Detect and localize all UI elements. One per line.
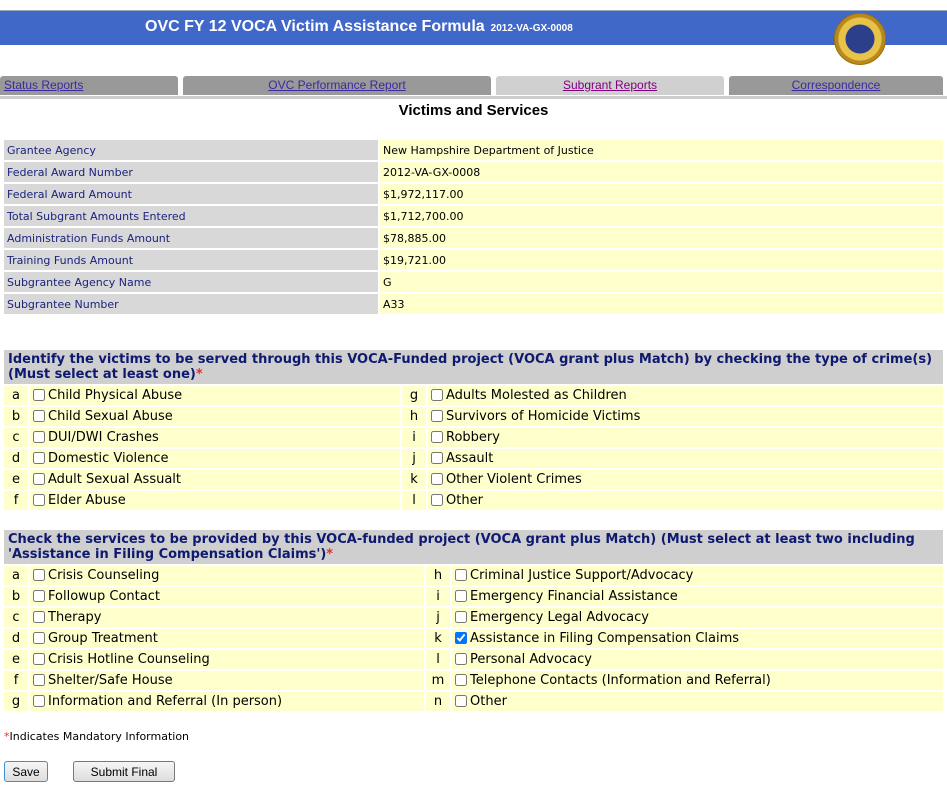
info-label: Subgrantee Agency Name [4,272,378,292]
info-value: New Hampshire Department of Justice [380,140,943,160]
info-label: Federal Award Amount [4,184,378,204]
checkbox-label: Survivors of Homicide Victims [446,409,641,424]
checkbox-item[interactable] [452,629,943,648]
checkbox-label: Elder Abuse [48,493,126,508]
tab-link[interactable]: Subgrant Reports [562,78,658,92]
checkbox-item[interactable] [30,407,400,426]
checkbox-row [4,629,943,648]
item-letter: l [426,650,450,669]
checkbox-label: DUI/DWI Crashes [48,430,159,445]
checkbox[interactable] [455,590,467,602]
checkbox[interactable] [33,611,45,623]
item-letter: j [402,449,426,468]
checkbox-label: Assault [446,451,494,466]
item-letter: g [402,386,426,405]
checkbox-item[interactable] [452,650,943,669]
checkbox-label: Therapy [48,610,102,625]
checkbox-label: Adult Sexual Assualt [48,472,182,487]
tab-ovc-performance-report[interactable] [183,76,491,95]
checkbox-item[interactable] [428,407,943,426]
checkbox-row [4,671,943,690]
item-letter: c [4,608,28,627]
item-letter: f [4,671,28,690]
checkbox-item[interactable] [428,428,943,447]
info-value: A33 [380,294,943,314]
checkbox[interactable] [455,632,467,644]
submit-final-button[interactable]: Submit Final [73,761,175,782]
checkbox-label: Domestic Violence [48,451,169,466]
checkbox[interactable] [455,569,467,581]
checkbox-item[interactable] [30,629,424,648]
checkbox-row [4,491,943,510]
checkbox-item[interactable] [452,671,943,690]
checkbox-row [4,587,943,606]
checkbox-item[interactable] [30,650,424,669]
checkbox-item[interactable] [428,470,943,489]
checkbox-item[interactable] [428,449,943,468]
note-text: Indicates Mandatory Information [9,730,190,743]
save-button[interactable]: Save [4,761,48,782]
tab-bar [0,76,947,99]
checkbox-item[interactable] [30,608,424,627]
checkbox[interactable] [455,653,467,665]
checkbox[interactable] [33,452,45,464]
checkbox-row [4,428,943,447]
info-row [4,250,943,270]
item-letter: d [4,449,28,468]
item-letter: d [4,629,28,648]
checkbox-label: Followup Contact [48,589,160,604]
info-row [4,228,943,248]
checkbox-label: Child Physical Abuse [48,388,183,403]
item-letter: m [426,671,450,690]
item-letter: e [4,470,28,489]
info-row [4,162,943,182]
info-value: $1,712,700.00 [380,206,943,226]
checkbox-label: Crisis Hotline Counseling [48,652,210,667]
checkbox[interactable] [33,695,45,707]
app-title [145,18,573,36]
item-letter: g [4,692,28,711]
info-value: $1,972,117.00 [380,184,943,204]
checkbox-row [4,449,943,468]
checkbox-label: Criminal Justice Support/Advocacy [470,568,694,583]
checkbox[interactable] [33,653,45,665]
checkbox-row [4,566,943,585]
checkbox-item[interactable] [30,566,424,585]
checkbox[interactable] [33,389,45,401]
victims-heading [4,350,943,384]
checkbox-row [4,650,943,669]
item-letter: n [426,692,450,711]
info-label: Federal Award Number [4,162,378,182]
checkbox[interactable] [455,695,467,707]
checkbox[interactable] [431,473,443,485]
item-letter: i [426,587,450,606]
mandatory-note [4,730,189,743]
checkbox-label: Assistance in Filing Compensation Claims [470,631,740,646]
info-value: G [380,272,943,292]
item-letter: h [402,407,426,426]
checkbox-item[interactable] [30,449,400,468]
tab-link[interactable]: OVC Performance Report [268,78,406,92]
checkbox-item[interactable] [30,491,400,510]
item-letter: c [4,428,28,447]
required-marker: * [326,547,334,562]
services-heading [4,530,943,564]
info-label: Subgrantee Number [4,294,378,314]
checkbox[interactable] [33,494,45,506]
victims-table [2,348,945,512]
item-letter: b [4,587,28,606]
checkbox-item[interactable] [30,671,424,690]
tab-subgrant-reports[interactable] [496,76,724,95]
checkbox[interactable] [431,452,443,464]
checkbox[interactable] [431,389,443,401]
item-letter: a [4,386,28,405]
checkbox-label: Group Treatment [48,631,158,646]
info-label: Total Subgrant Amounts Entered [4,206,378,226]
checkbox-label: Other [446,493,483,508]
checkbox-label: Shelter/Safe House [48,673,173,688]
required-marker: * [4,730,10,743]
checkbox-item[interactable] [452,566,943,585]
checkbox-label: Emergency Legal Advocacy [470,610,649,625]
checkbox-label: Adults Molested as Children [446,388,627,403]
checkbox-item[interactable] [452,587,943,606]
info-value: $19,721.00 [380,250,943,270]
checkbox-row [4,407,943,426]
item-letter: l [402,491,426,510]
tab-correspondence[interactable] [729,76,943,95]
checkbox[interactable] [33,431,45,443]
checkbox-row [4,692,943,711]
title-text: OVC FY 12 VOCA Victim Assistance Formula [145,18,485,35]
item-letter: f [4,491,28,510]
checkbox-item[interactable] [30,587,424,606]
info-row [4,272,943,292]
award-number: 2012-VA-GX-0008 [490,23,573,34]
info-label: Grantee Agency [4,140,378,160]
item-letter: a [4,566,28,585]
checkbox-row [4,386,943,405]
doj-seal-logo [834,13,886,65]
info-row [4,206,943,226]
item-letter: k [426,629,450,648]
checkbox[interactable] [33,569,45,581]
checkbox-label: Child Sexual Abuse [48,409,173,424]
checkbox[interactable] [455,674,467,686]
checkbox-label: Telephone Contacts (Information and Referral) [470,673,771,688]
checkbox[interactable] [33,632,45,644]
required-marker: * [195,367,203,382]
info-row [4,184,943,204]
checkbox[interactable] [33,674,45,686]
checkbox-item[interactable] [30,692,424,711]
tab-link[interactable]: Status Reports [4,78,84,92]
checkbox-label: Other [470,694,507,709]
tab-status-reports[interactable] [0,76,178,95]
checkbox-label: Information and Referral (In person) [48,694,283,709]
services-table [2,528,945,713]
checkbox[interactable] [455,611,467,623]
info-row [4,294,943,314]
heading-text: Check the services to be provided by this VOCA-funded project (VOCA grant plus Match) (Must select at least two including 'Assistance in Filing Compensation Claims') [8,532,915,562]
checkbox-item[interactable] [452,608,943,627]
checkbox-row [4,608,943,627]
checkbox[interactable] [431,431,443,443]
checkbox[interactable] [33,590,45,602]
app-header [0,10,947,45]
heading-text: Identify the victims to be served through this VOCA-Funded project (VOCA grant plus Match) by checking the type of crime(s) (Must select at least one) [8,352,933,382]
item-letter: i [402,428,426,447]
page-title: Victims and Services [398,102,549,119]
checkbox-item[interactable] [452,692,943,711]
info-value: $78,885.00 [380,228,943,248]
checkbox[interactable] [33,410,45,422]
info-value: 2012-VA-GX-0008 [380,162,943,182]
checkbox-label: Personal Advocacy [470,652,592,667]
checkbox-label: Crisis Counseling [48,568,160,583]
info-row [4,140,943,160]
checkbox-item[interactable] [30,386,400,405]
checkbox[interactable] [33,473,45,485]
item-letter: k [402,470,426,489]
tab-link[interactable]: Correspondence [791,78,881,92]
checkbox-label: Robbery [446,430,500,445]
checkbox-item[interactable] [30,428,400,447]
checkbox-item[interactable] [428,386,943,405]
checkbox-label: Other Violent Crimes [446,472,582,487]
item-letter: e [4,650,28,669]
checkbox-row [4,470,943,489]
checkbox-label: Emergency Financial Assistance [470,589,678,604]
checkbox[interactable] [431,410,443,422]
item-letter: b [4,407,28,426]
info-label: Training Funds Amount [4,250,378,270]
checkbox-item[interactable] [428,491,943,510]
checkbox[interactable] [431,494,443,506]
item-letter: h [426,566,450,585]
item-letter: j [426,608,450,627]
info-label: Administration Funds Amount [4,228,378,248]
grant-info-table [2,138,945,316]
checkbox-item[interactable] [30,470,400,489]
